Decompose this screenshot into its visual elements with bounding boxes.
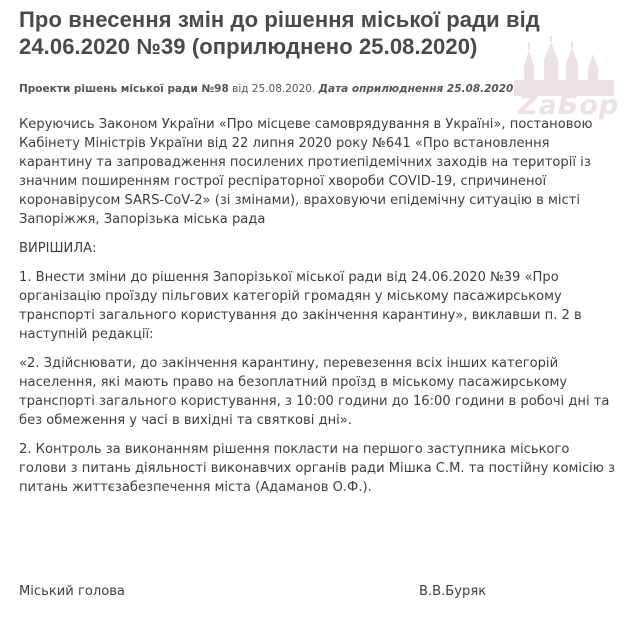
meta-from-date: від 25.08.2020. [232,83,316,95]
document-body [19,115,619,497]
meta-category-link[interactable]: Проекти рішень міської ради №98 [19,83,229,95]
document-page [19,6,619,507]
document-meta [19,82,619,96]
document-title: Про внесення змін до рішення міської ради від 24.06.2020 №39 (оприлюднено 25.08.2020) [19,7,540,59]
decision-item-2: 2. Контроль за виконанням рішення покласти на першого заступника міського голови з питань діяльності виконавчих органів ради Мішка С.М. та постійну комісію з питань життєзабезпечення міста (Адаманов О.Ф.). [19,442,615,495]
decision-item-1-quote: «2. Здійснювати, до закінчення карантину, перевезення всіх інших категорій населення, які мають право на безоплатний проїзд в міському пасажирському транспорті загального користування, з 10:00 години до 16:00 години в робочі дні та без обмеження у часі в вихідні та святкові дні». [19,356,610,428]
meta-published-date: Дата оприлюднення 25.08.2020 [318,83,514,95]
decision-heading: ВИРІШИЛА: [19,241,97,256]
watermark-text: ZaБор [518,90,620,121]
signature-position: Міський голова [19,584,125,599]
decision-item-1: 1. Внести зміни до рішення Запорізької міської ради від 24.06.2020 №39 «Про організацію проїзду пільгових категорій громадян у міському пасажирському транспорті загального користування до закінчення карантину», виклавши п. 2 в наступній редакції: [19,270,582,342]
preamble-paragraph: Керуючись Законом України «Про місцеве самоврядування в Україні», постановою Кабінету Міністрів України від 22 липня 2020 року №641 «Про встановлення карантину та запровадження посилених протиепідемічних заходів на території із значним поширенням гострої респіраторної хвороби COVID-19, спричиненої коронавірусом SARS-CoV-2» (зі змінами), враховуючи епідемічну ситуацію в місті Запоріжжя, Запорізька міська рада [19,117,593,227]
signature-name: В.В.Буряк [419,584,487,599]
